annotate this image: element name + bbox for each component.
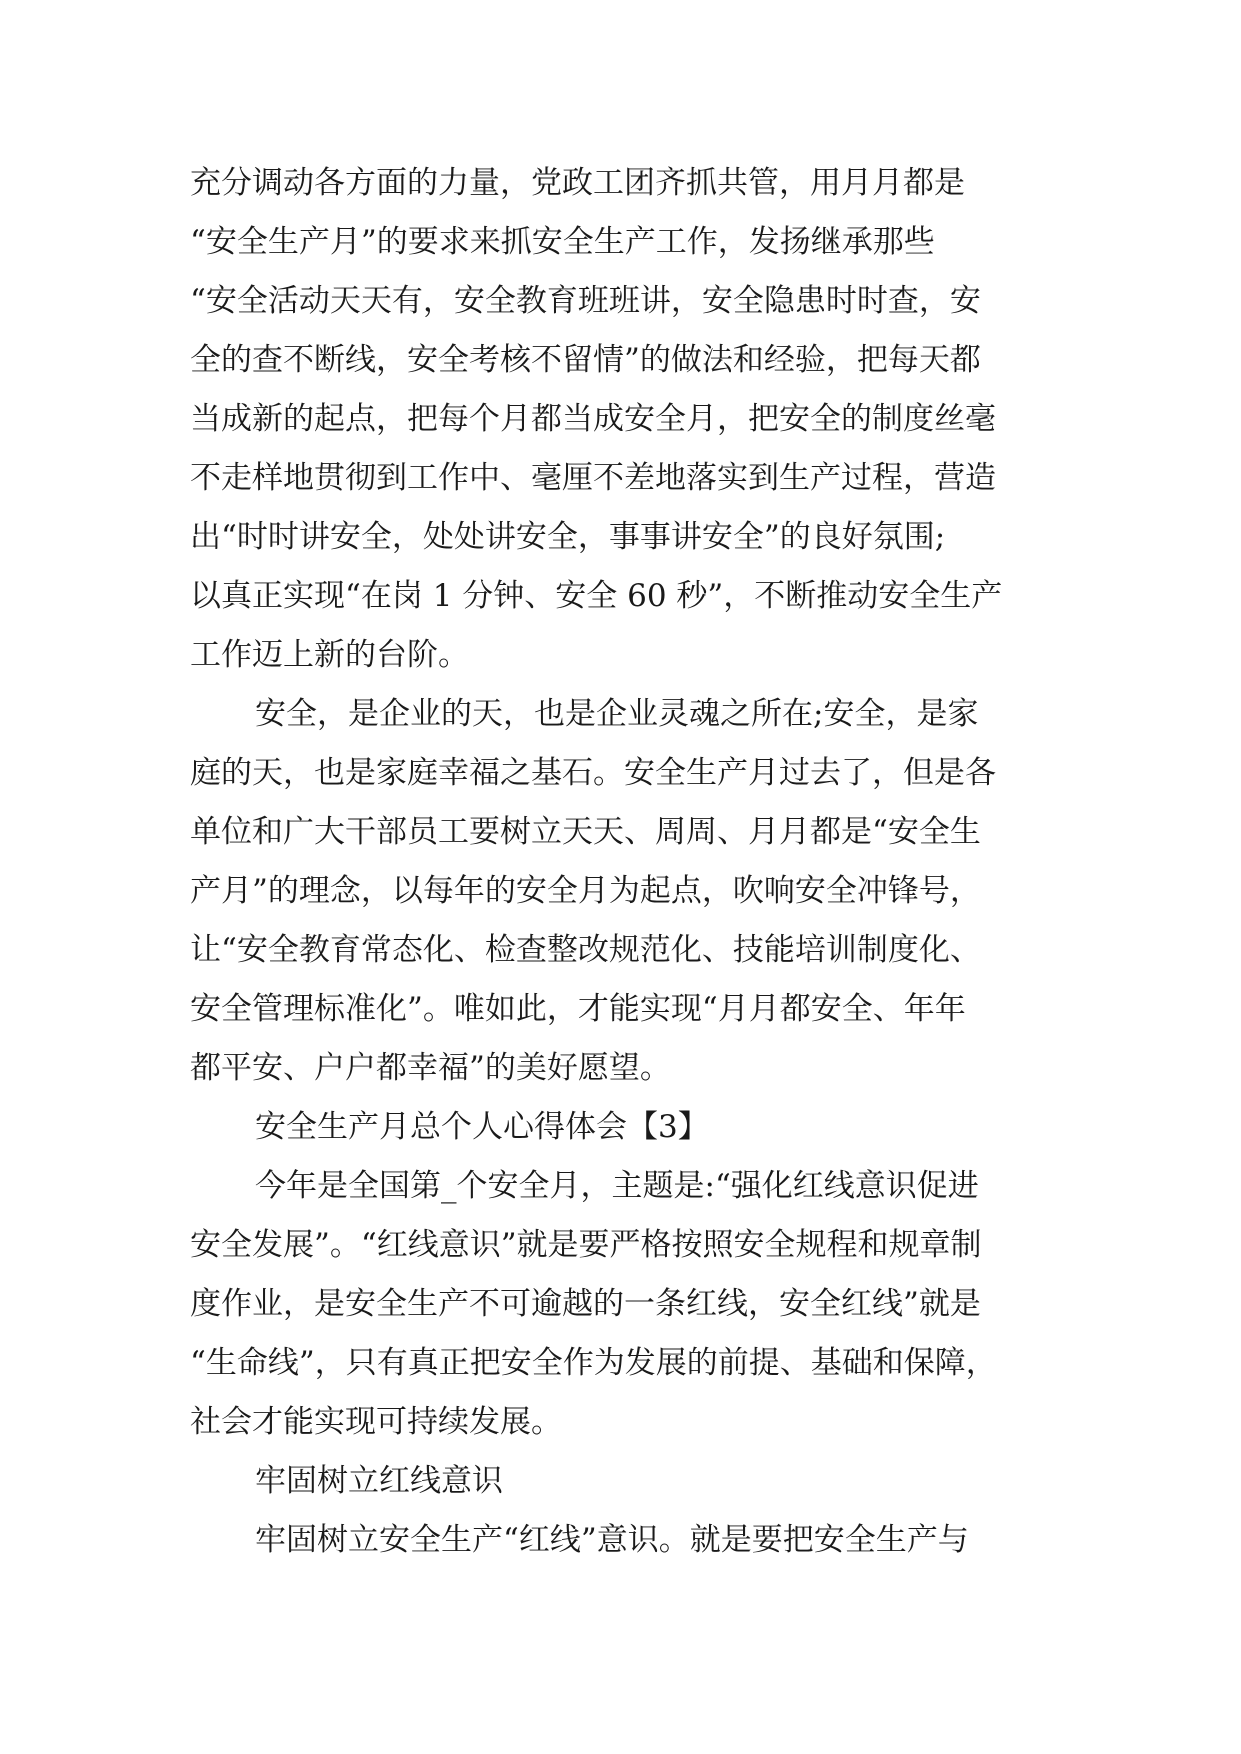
text-line: 全的查不断线，安全考核不留情”的做法和经验，把每天都 — [190, 342, 981, 378]
subheading: 牢固树立红线意识 — [255, 1463, 503, 1499]
text-line: 庭的天，也是家庭幸福之基石。安全生产月过去了，但是各 — [190, 755, 996, 791]
text-line: “安全活动天天有，安全教育班班讲，安全隐患时时查，安 — [190, 283, 981, 319]
text-line: 都平安、户户都幸福”的美好愿望。 — [190, 1050, 671, 1086]
paragraph-first-line: 安全，是企业的天，也是企业灵魂之所在;安全，是家 — [255, 696, 979, 732]
text-line: 度作业，是安全生产不可逾越的一条红线，安全红线”就是 — [190, 1286, 981, 1322]
text-line: 产月”的理念，以每年的安全月为起点，吹响安全冲锋号， — [190, 873, 981, 909]
text-line: 让“安全教育常态化、检查整改规范化、技能培训制度化、 — [190, 932, 981, 968]
text-line: 安全管理标准化”。唯如此，才能实现“月月都安全、年年 — [190, 991, 966, 1027]
text-line: 安全发展”。“红线意识”就是要严格按照安全规程和规章制 — [190, 1227, 982, 1263]
text-line: “安全生产月”的要求来抓安全生产工作，发扬继承那些 — [190, 224, 935, 260]
text-line: 社会才能实现可持续发展。 — [190, 1404, 562, 1440]
text-line: “生命线”，只有真正把安全作为发展的前提、基础和保障， — [190, 1345, 997, 1381]
text-line: 工作迈上新的台阶。 — [190, 637, 469, 673]
paragraph-first-line: 牢固树立安全生产“红线”意识。就是要把安全生产与 — [255, 1522, 969, 1558]
text-line: 出“时时讲安全，处处讲安全，事事讲安全”的良好氛围; — [190, 519, 946, 555]
text-line: 以真正实现“在岗 1 分钟、安全 60 秒”，不断推动安全生产 — [190, 578, 1003, 614]
text-line: 不走样地贯彻到工作中、毫厘不差地落实到生产过程，营造 — [190, 460, 996, 496]
section-heading: 安全生产月总个人心得体会【3】 — [255, 1109, 709, 1145]
text-line: 单位和广大干部员工要树立天天、周周、月月都是“安全生 — [190, 814, 981, 850]
paragraph-first-line: 今年是全国第_个安全月，主题是:“强化红线意识促进 — [255, 1168, 979, 1204]
text-line: 当成新的起点，把每个月都当成安全月，把安全的制度丝毫 — [190, 401, 996, 437]
text-line: 充分调动各方面的力量，党政工团齐抓共管，用月月都是 — [190, 165, 965, 201]
